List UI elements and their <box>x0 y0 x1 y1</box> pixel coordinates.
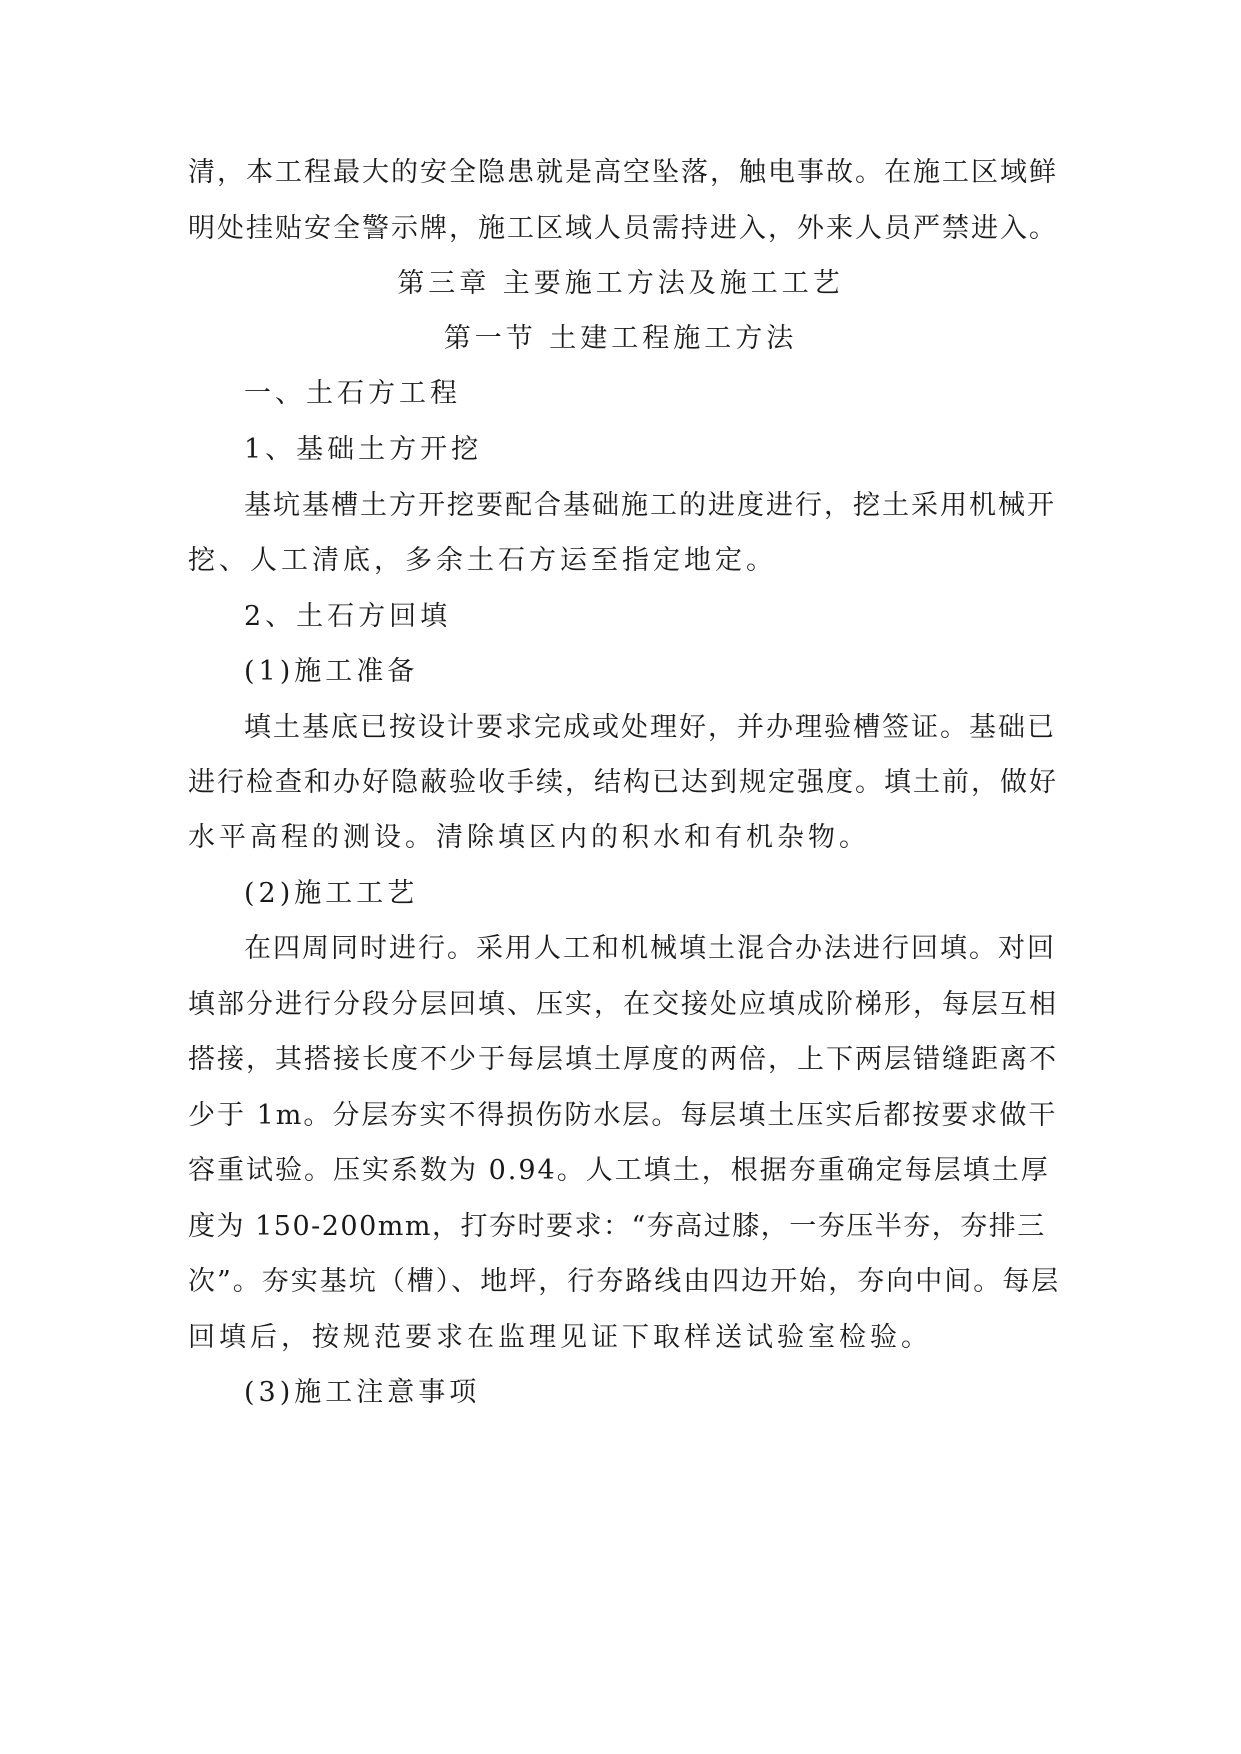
paragraph-line: 挖、人工清底，多余土石方运至指定地定。 <box>188 545 777 576</box>
section-heading: 第一节 土建工程施工方法 <box>443 323 798 354</box>
sub-item-heading: (2)施工工艺 <box>244 878 419 909</box>
paragraph-line: 在四周同时进行。采用人工和机械填土混合办法进行回填。对回 <box>244 933 1056 964</box>
paragraph-line: 次”。夯实基坑（槽）、地坪，行夯路线由四边开始，夯向中间。每层 <box>188 1266 1061 1297</box>
body-text-line: 清，本工程最大的安全隐患就是高空坠落，触电事故。在施工区域鲜 <box>188 157 1058 188</box>
chapter-heading: 第三章 主要施工方法及施工工艺 <box>397 268 844 299</box>
paragraph-line: 搭接，其搭接长度不少于每层填土厚度的两倍，上下两层错缝距离不 <box>188 1044 1058 1075</box>
paragraph-line: 填土基底已按设计要求完成或处理好，并办理验槽签证。基础已 <box>244 712 1056 743</box>
paragraph-line: 容重试验。压实系数为 0.94。人工填土，根据夯重确定每层填土厚 <box>188 1155 1050 1186</box>
subsection-heading: 一、土石方工程 <box>244 378 461 409</box>
sub-item-heading: (1)施工准备 <box>244 656 419 687</box>
paragraph-line: 回填后，按规范要求在监理见证下取样送试验室检验。 <box>188 1322 932 1353</box>
paragraph-line: 基坑基槽土方开挖要配合基础施工的进度进行，挖土采用机械开 <box>244 490 1056 521</box>
paragraph-line: 少于 1m。分层夯实不得损伤防水层。每层填土压实后都按要求做干 <box>188 1100 1058 1131</box>
paragraph-line: 度为 150-200mm，打夯时要求：“夯高过膝，一夯压半夯，夯排三 <box>188 1211 1046 1242</box>
sub-item-heading: (3)施工注意事项 <box>244 1377 481 1408</box>
body-text-line: 明处挂贴安全警示牌，施工区域人员需持进入，外来人员严禁进入。 <box>188 213 1058 244</box>
paragraph-line: 填部分进行分段分层回填、压实，在交接处应填成阶梯形，每层互相 <box>188 989 1058 1020</box>
item-heading: 1、基础土方开挖 <box>244 434 483 465</box>
paragraph-line: 进行检查和办好隐蔽验收手续，结构已达到规定强度。填土前，做好 <box>188 767 1058 798</box>
paragraph-line: 水平高程的测设。清除填区内的积水和有机杂物。 <box>188 822 870 853</box>
item-heading: 2、土石方回填 <box>244 601 452 632</box>
